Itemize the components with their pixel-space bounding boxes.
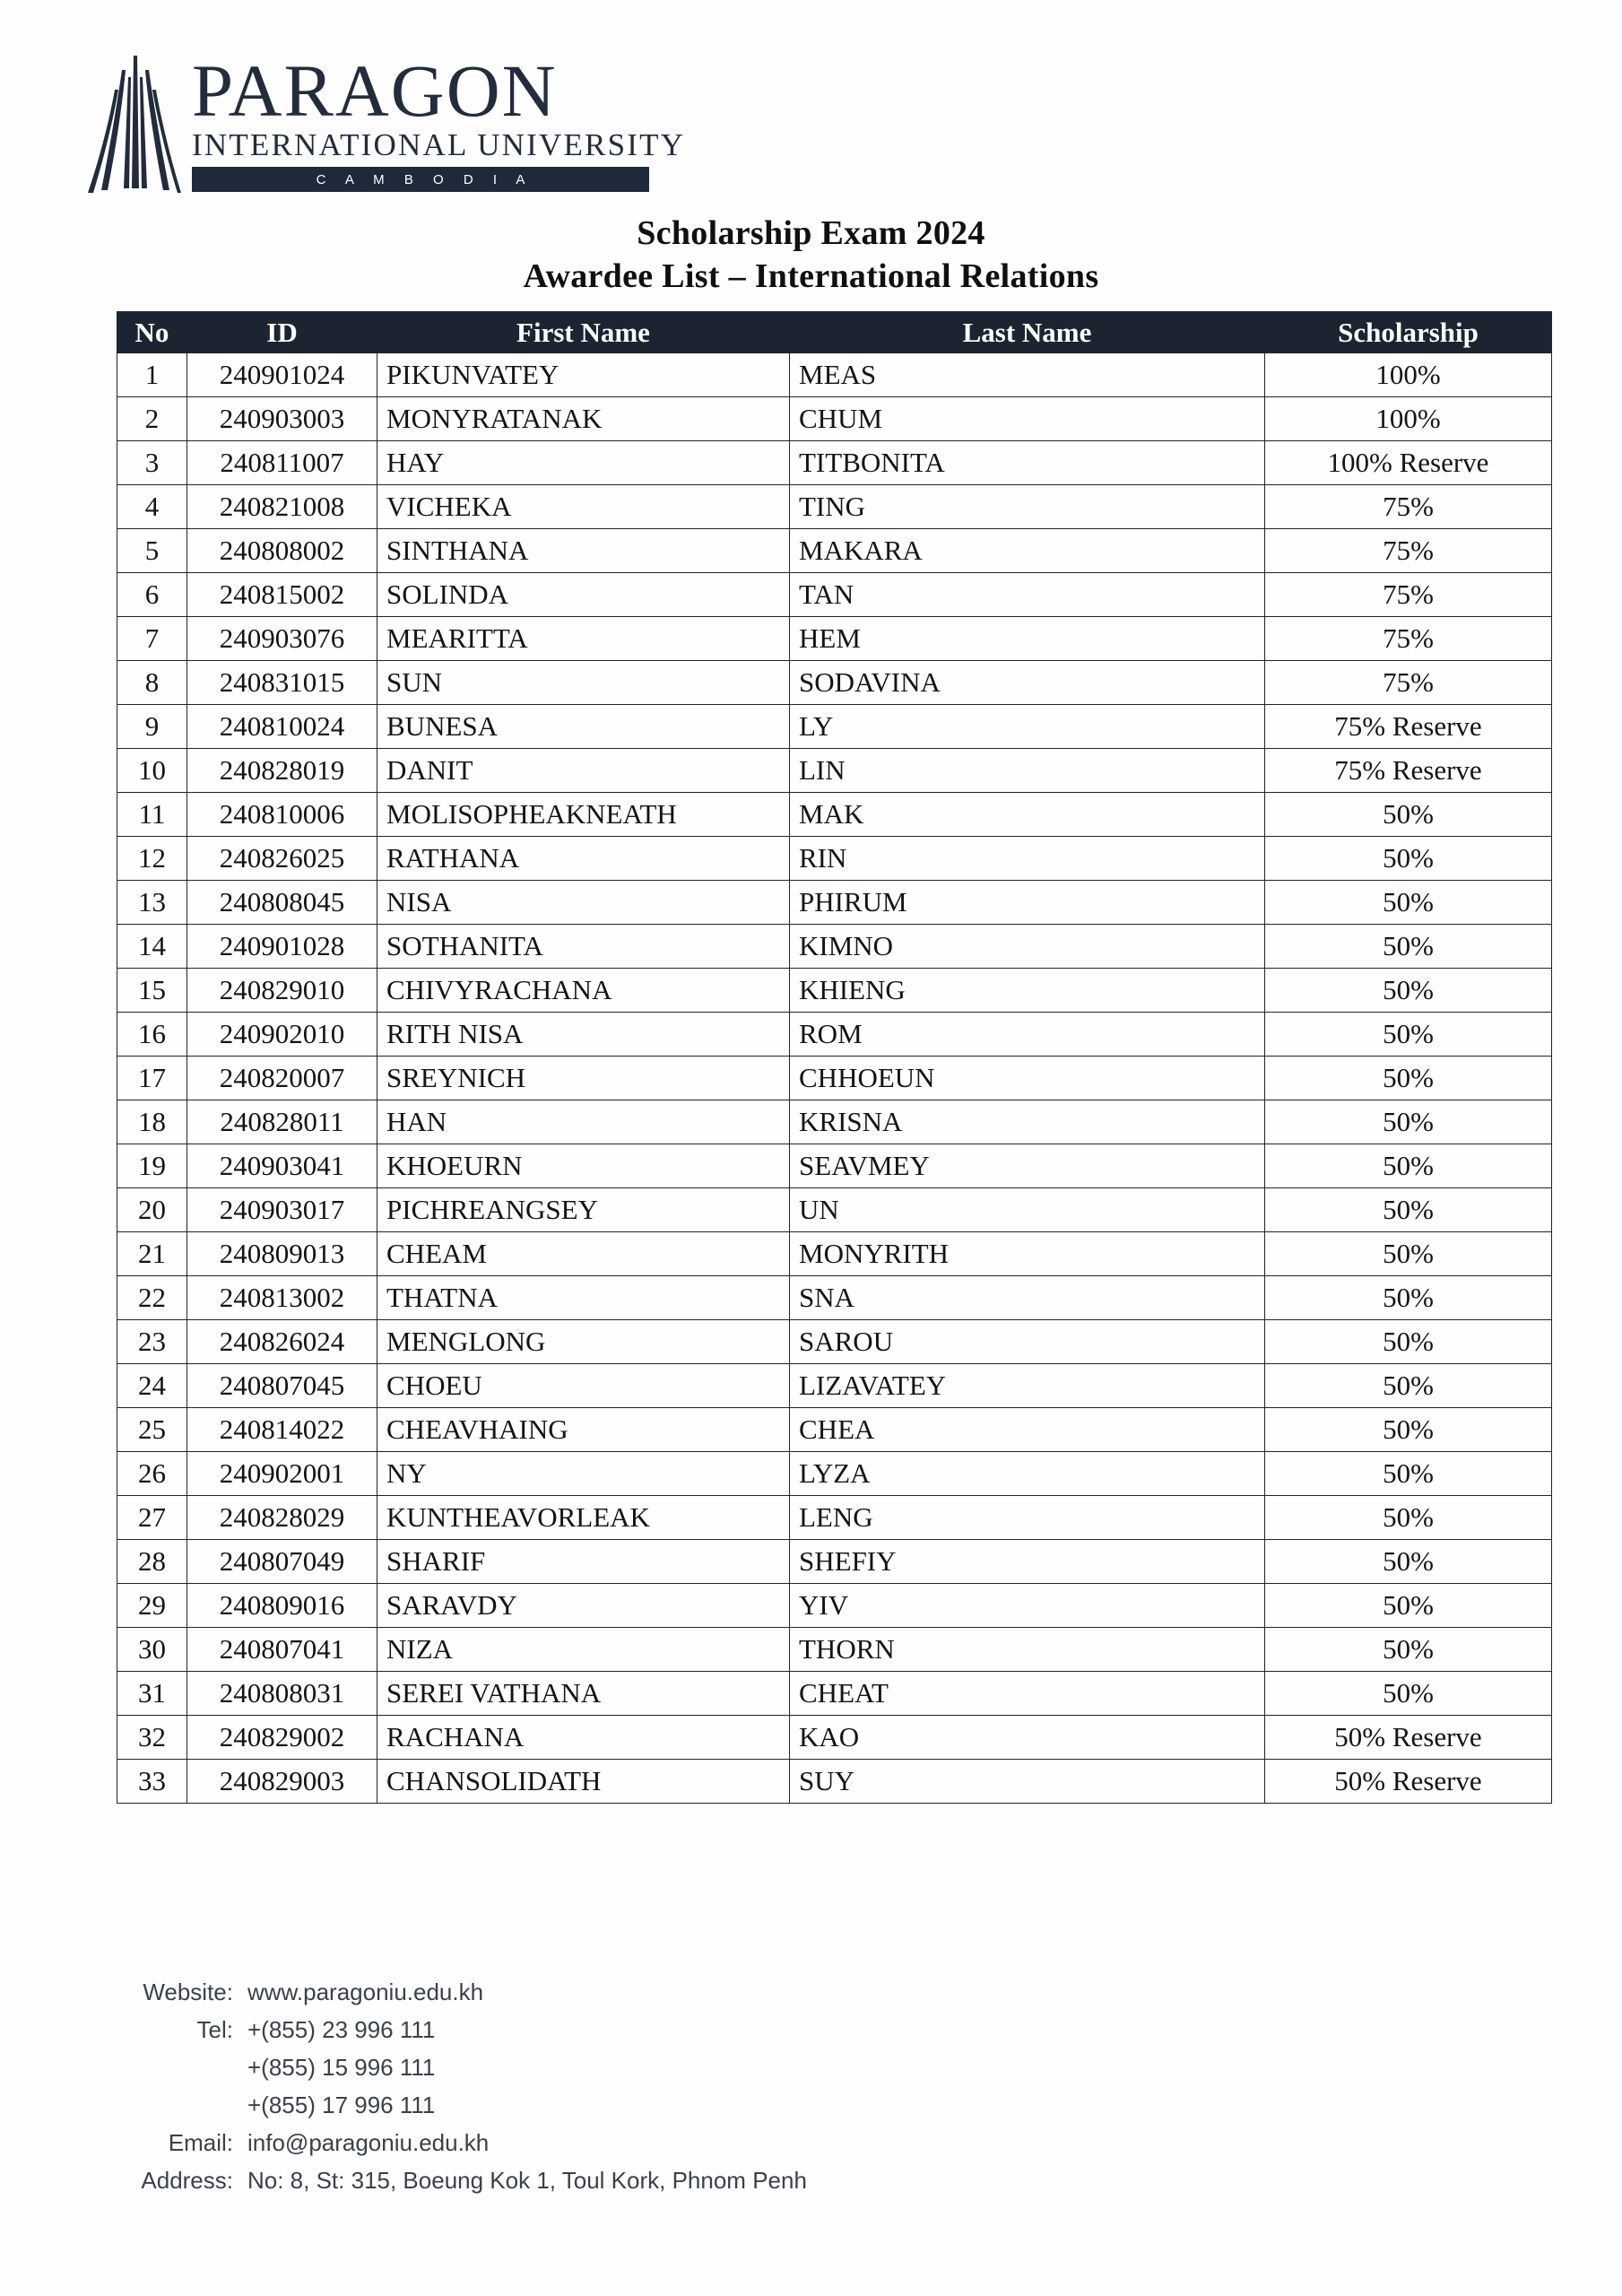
cell-scholarship: 50%: [1265, 881, 1552, 925]
cell-id: 240821008: [187, 485, 377, 529]
footer-tel-label-blank-1: [99, 2048, 247, 2086]
cell-last-name: CHEA: [790, 1408, 1265, 1452]
cell-first-name: HAN: [377, 1100, 790, 1144]
cell-last-name: THORN: [790, 1628, 1265, 1672]
cell-first-name: NISA: [377, 881, 790, 925]
cell-last-name: UN: [790, 1188, 1265, 1232]
table-row: [117, 749, 1552, 793]
cell-scholarship: 50%: [1265, 1496, 1552, 1540]
cell-id: 240903041: [187, 1144, 377, 1188]
cell-first-name: SHARIF: [377, 1540, 790, 1584]
cell-first-name: CHIVYRACHANA: [377, 969, 790, 1013]
page-title: Scholarship Exam 2024: [637, 214, 985, 252]
cell-id: 240826025: [187, 837, 377, 881]
cell-first-name: SOTHANITA: [377, 925, 790, 969]
cell-no: 30: [117, 1628, 187, 1672]
cell-id: 240901028: [187, 925, 377, 969]
column-header-first-name: First Name: [377, 312, 790, 353]
cell-scholarship: 50%: [1265, 1628, 1552, 1672]
cell-last-name: SHEFIY: [790, 1540, 1265, 1584]
cell-no: 31: [117, 1672, 187, 1716]
cell-scholarship: 50%: [1265, 1057, 1552, 1100]
cell-last-name: SUY: [790, 1760, 1265, 1804]
logo-name: PARAGON: [192, 49, 558, 132]
page-subtitle: Awardee List – International Relations: [523, 257, 1099, 295]
cell-scholarship: 50%: [1265, 1276, 1552, 1320]
cell-first-name: RATHANA: [377, 837, 790, 881]
table-header: [117, 312, 1552, 353]
cell-last-name: MONYRITH: [790, 1232, 1265, 1276]
cell-id: 240807041: [187, 1628, 377, 1672]
table-row: [117, 1672, 1552, 1716]
cell-no: 5: [117, 529, 187, 573]
paragon-tower-mark-icon: [86, 54, 183, 197]
cell-last-name: CHUM: [790, 397, 1265, 441]
cell-first-name: VICHEKA: [377, 485, 790, 529]
table-row: [117, 881, 1552, 925]
cell-id: 240903017: [187, 1188, 377, 1232]
table-row: [117, 397, 1552, 441]
cell-last-name: KAO: [790, 1716, 1265, 1760]
footer-address-label: Address:: [141, 2167, 233, 2194]
table-row: [117, 617, 1552, 661]
cell-last-name: KIMNO: [790, 925, 1265, 969]
cell-scholarship: 50%: [1265, 1320, 1552, 1364]
cell-no: 20: [117, 1188, 187, 1232]
cell-id: 240815002: [187, 573, 377, 617]
logo-wordmark: [192, 49, 712, 192]
cell-id: 240810024: [187, 705, 377, 749]
cell-scholarship: 50%: [1265, 1364, 1552, 1408]
cell-id: 240901024: [187, 353, 377, 397]
cell-id: 240828029: [187, 1496, 377, 1540]
table-row: [117, 1364, 1552, 1408]
cell-no: 6: [117, 573, 187, 617]
cell-last-name: LIN: [790, 749, 1265, 793]
cell-last-name: LYZA: [790, 1452, 1265, 1496]
cell-id: 240808045: [187, 881, 377, 925]
cell-last-name: LY: [790, 705, 1265, 749]
table-row: [117, 1716, 1552, 1760]
logo-subtitle: INTERNATIONAL UNIVERSITY: [192, 127, 686, 162]
column-header-last-name: Last Name: [790, 312, 1265, 353]
cell-first-name: SREYNICH: [377, 1057, 790, 1100]
cell-id: 240807045: [187, 1364, 377, 1408]
cell-first-name: PIKUNVATEY: [377, 353, 790, 397]
cell-id: 240829010: [187, 969, 377, 1013]
cell-no: 27: [117, 1496, 187, 1540]
cell-first-name: MENGLONG: [377, 1320, 790, 1364]
logo-country-label: C A M B O D I A: [316, 171, 533, 187]
cell-scholarship: 50%: [1265, 1188, 1552, 1232]
cell-no: 23: [117, 1320, 187, 1364]
cell-no: 22: [117, 1276, 187, 1320]
cell-no: 10: [117, 749, 187, 793]
cell-scholarship: 50% Reserve: [1265, 1760, 1552, 1804]
table-header-row: [117, 312, 1552, 353]
table-row: [117, 1100, 1552, 1144]
cell-scholarship: 50%: [1265, 1540, 1552, 1584]
cell-scholarship: 100% Reserve: [1265, 441, 1552, 485]
awardee-table-container: [117, 311, 1551, 1804]
cell-scholarship: 50%: [1265, 1144, 1552, 1188]
cell-first-name: MOLISOPHEAKNEATH: [377, 793, 790, 837]
cell-no: 33: [117, 1760, 187, 1804]
cell-last-name: TITBONITA: [790, 441, 1265, 485]
cell-last-name: HEM: [790, 617, 1265, 661]
table-row: [117, 1188, 1552, 1232]
table-row: [117, 441, 1552, 485]
cell-id: 240902010: [187, 1013, 377, 1057]
cell-first-name: RACHANA: [377, 1716, 790, 1760]
table-row: [117, 925, 1552, 969]
cell-last-name: SNA: [790, 1276, 1265, 1320]
cell-first-name: SARAVDY: [377, 1584, 790, 1628]
cell-id: 240902001: [187, 1452, 377, 1496]
cell-last-name: MAKARA: [790, 529, 1265, 573]
cell-scholarship: 75%: [1265, 661, 1552, 705]
table-row: [117, 1408, 1552, 1452]
cell-first-name: HAY: [377, 441, 790, 485]
table-row: [117, 485, 1552, 529]
cell-scholarship: 100%: [1265, 353, 1552, 397]
table-row: [117, 353, 1552, 397]
table-row: [117, 1320, 1552, 1364]
cell-no: 18: [117, 1100, 187, 1144]
cell-scholarship: 50%: [1265, 1013, 1552, 1057]
cell-first-name: SUN: [377, 661, 790, 705]
cell-scholarship: 75% Reserve: [1265, 705, 1552, 749]
cell-scholarship: 75% Reserve: [1265, 749, 1552, 793]
cell-last-name: LIZAVATEY: [790, 1364, 1265, 1408]
cell-first-name: NY: [377, 1452, 790, 1496]
table-row: [117, 705, 1552, 749]
cell-id: 240814022: [187, 1408, 377, 1452]
cell-no: 21: [117, 1232, 187, 1276]
cell-no: 28: [117, 1540, 187, 1584]
footer-email-row: [99, 2124, 1085, 2161]
footer-tel-value-1: +(855) 23 996 111: [247, 2016, 436, 2043]
cell-scholarship: 50%: [1265, 1100, 1552, 1144]
cell-last-name: PHIRUM: [790, 881, 1265, 925]
table-row: [117, 1760, 1552, 1804]
cell-last-name: YIV: [790, 1584, 1265, 1628]
cell-no: 29: [117, 1584, 187, 1628]
cell-first-name: SINTHANA: [377, 529, 790, 573]
university-logo: [86, 49, 714, 204]
table-row: [117, 661, 1552, 705]
cell-no: 8: [117, 661, 187, 705]
cell-scholarship: 75%: [1265, 617, 1552, 661]
footer-website-row: [99, 1973, 1085, 2011]
table-row: [117, 1144, 1552, 1188]
table-row: [117, 1452, 1552, 1496]
table-row: [117, 837, 1552, 881]
cell-last-name: KRISNA: [790, 1100, 1265, 1144]
cell-id: 240903076: [187, 617, 377, 661]
contact-footer: [99, 1973, 1085, 2199]
cell-no: 32: [117, 1716, 187, 1760]
table-row: [117, 1628, 1552, 1672]
awardee-table: [117, 311, 1552, 1804]
footer-website-value[interactable]: www.paragoniu.edu.kh: [247, 1979, 484, 2005]
cell-no: 13: [117, 881, 187, 925]
cell-last-name: MEAS: [790, 353, 1265, 397]
cell-no: 19: [117, 1144, 187, 1188]
cell-id: 240808002: [187, 529, 377, 573]
cell-no: 14: [117, 925, 187, 969]
logo-country-bar: [192, 167, 649, 192]
table-row: [117, 573, 1552, 617]
cell-scholarship: 50%: [1265, 1584, 1552, 1628]
cell-scholarship: 75%: [1265, 485, 1552, 529]
table-row: [117, 529, 1552, 573]
cell-id: 240808031: [187, 1672, 377, 1716]
footer-email-label: Email:: [168, 2129, 233, 2156]
cell-first-name: CHEAVHAING: [377, 1408, 790, 1452]
table-row: [117, 969, 1552, 1013]
cell-id: 240828019: [187, 749, 377, 793]
cell-no: 9: [117, 705, 187, 749]
cell-id: 240809013: [187, 1232, 377, 1276]
table-body: [117, 353, 1552, 1804]
cell-scholarship: 50% Reserve: [1265, 1716, 1552, 1760]
cell-no: 15: [117, 969, 187, 1013]
cell-id: 240829002: [187, 1716, 377, 1760]
table-row: [117, 1232, 1552, 1276]
cell-first-name: THATNA: [377, 1276, 790, 1320]
cell-first-name: MEARITTA: [377, 617, 790, 661]
cell-scholarship: 50%: [1265, 1672, 1552, 1716]
cell-first-name: KHOEURN: [377, 1144, 790, 1188]
cell-first-name: SEREI VATHANA: [377, 1672, 790, 1716]
cell-scholarship: 50%: [1265, 925, 1552, 969]
cell-first-name: DANIT: [377, 749, 790, 793]
column-header-no: No: [117, 312, 187, 353]
cell-scholarship: 50%: [1265, 1232, 1552, 1276]
cell-last-name: KHIENG: [790, 969, 1265, 1013]
cell-no: 26: [117, 1452, 187, 1496]
table-row: [117, 793, 1552, 837]
cell-first-name: BUNESA: [377, 705, 790, 749]
cell-no: 2: [117, 397, 187, 441]
cell-first-name: NIZA: [377, 1628, 790, 1672]
cell-first-name: KUNTHEAVORLEAK: [377, 1496, 790, 1540]
footer-tel-value-2: +(855) 15 996 111: [247, 2054, 436, 2081]
footer-tel-value-3: +(855) 17 996 111: [247, 2092, 436, 2118]
cell-id: 240903003: [187, 397, 377, 441]
cell-id: 240809016: [187, 1584, 377, 1628]
document-title-block: [0, 212, 1622, 298]
cell-last-name: CHHOEUN: [790, 1057, 1265, 1100]
footer-tel-row-3: [99, 2086, 1085, 2124]
cell-id: 240829003: [187, 1760, 377, 1804]
cell-last-name: SODAVINA: [790, 661, 1265, 705]
cell-last-name: TAN: [790, 573, 1265, 617]
cell-last-name: MAK: [790, 793, 1265, 837]
cell-first-name: CHOEU: [377, 1364, 790, 1408]
footer-tel-row-1: [99, 2011, 1085, 2048]
cell-no: 4: [117, 485, 187, 529]
table-row: [117, 1584, 1552, 1628]
cell-no: 25: [117, 1408, 187, 1452]
cell-first-name: MONYRATANAK: [377, 397, 790, 441]
cell-no: 3: [117, 441, 187, 485]
cell-first-name: CHANSOLIDATH: [377, 1760, 790, 1804]
table-row: [117, 1057, 1552, 1100]
cell-scholarship: 75%: [1265, 573, 1552, 617]
cell-scholarship: 50%: [1265, 1408, 1552, 1452]
cell-last-name: CHEAT: [790, 1672, 1265, 1716]
cell-scholarship: 50%: [1265, 1452, 1552, 1496]
cell-id: 240807049: [187, 1540, 377, 1584]
cell-id: 240811007: [187, 441, 377, 485]
cell-last-name: SAROU: [790, 1320, 1265, 1364]
cell-id: 240826024: [187, 1320, 377, 1364]
cell-no: 12: [117, 837, 187, 881]
cell-no: 7: [117, 617, 187, 661]
table-row: [117, 1540, 1552, 1584]
cell-first-name: CHEAM: [377, 1232, 790, 1276]
footer-address-row: [99, 2161, 1085, 2199]
footer-tel-row-2: [99, 2048, 1085, 2086]
cell-no: 24: [117, 1364, 187, 1408]
cell-id: 240828011: [187, 1100, 377, 1144]
cell-no: 11: [117, 793, 187, 837]
table-row: [117, 1013, 1552, 1057]
cell-no: 1: [117, 353, 187, 397]
cell-first-name: PICHREANGSEY: [377, 1188, 790, 1232]
cell-no: 17: [117, 1057, 187, 1100]
footer-email-value[interactable]: info@paragoniu.edu.kh: [247, 2129, 490, 2156]
footer-tel-label: Tel:: [196, 2016, 233, 2043]
cell-id: 240820007: [187, 1057, 377, 1100]
cell-id: 240813002: [187, 1276, 377, 1320]
cell-last-name: LENG: [790, 1496, 1265, 1540]
cell-last-name: SEAVMEY: [790, 1144, 1265, 1188]
document-header: [0, 0, 1622, 296]
table-row: [117, 1276, 1552, 1320]
cell-last-name: ROM: [790, 1013, 1265, 1057]
footer-website-label: Website:: [143, 1979, 233, 2005]
table-row: [117, 1496, 1552, 1540]
cell-scholarship: 50%: [1265, 969, 1552, 1013]
cell-scholarship: 50%: [1265, 793, 1552, 837]
cell-id: 240810006: [187, 793, 377, 837]
footer-address-value: No: 8, St: 315, Boeung Kok 1, Toul Kork, Phnom Penh: [247, 2167, 807, 2194]
cell-last-name: RIN: [790, 837, 1265, 881]
cell-scholarship: 50%: [1265, 837, 1552, 881]
cell-scholarship: 100%: [1265, 397, 1552, 441]
cell-last-name: TING: [790, 485, 1265, 529]
column-header-id: ID: [187, 312, 377, 353]
footer-tel-label-blank-2: [99, 2086, 247, 2124]
cell-first-name: RITH NISA: [377, 1013, 790, 1057]
cell-first-name: SOLINDA: [377, 573, 790, 617]
cell-id: 240831015: [187, 661, 377, 705]
column-header-scholarship: Scholarship: [1265, 312, 1552, 353]
cell-scholarship: 75%: [1265, 529, 1552, 573]
cell-no: 16: [117, 1013, 187, 1057]
